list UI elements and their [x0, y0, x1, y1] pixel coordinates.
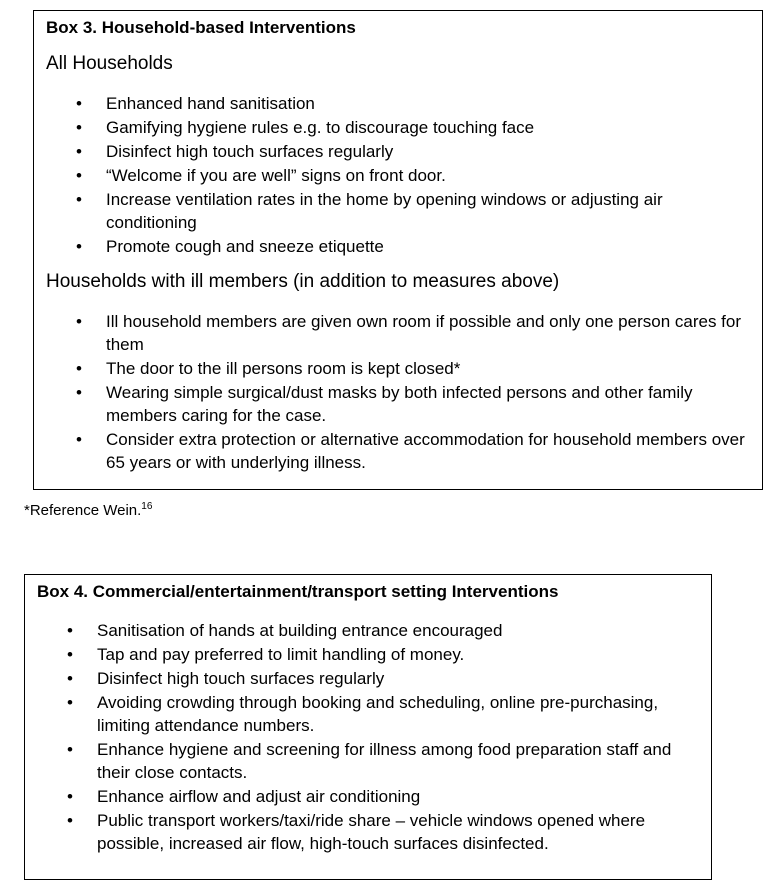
list-item-text: Ill household members are given own room if possible and only one person cares for them: [106, 312, 742, 354]
bullet-icon: •: [76, 142, 82, 161]
list-item-text: Promote cough and sneeze etiquette: [106, 237, 384, 256]
bullet-icon: •: [76, 190, 82, 209]
list-item: [37, 738, 697, 784]
list-item-text: “Welcome if you are well” signs on front door.: [106, 166, 446, 185]
bullet-icon: •: [67, 645, 73, 664]
list-item-text: The door to the ill persons room is kept closed*: [106, 359, 461, 378]
list-item-text: Avoiding crowding through booking and scheduling, online pre-purchasing, limiting attendance numbers.: [97, 693, 659, 735]
list-item: [37, 643, 697, 666]
list-item-text: Enhance hygiene and screening for illness among food preparation staff and their close contacts.: [97, 740, 672, 782]
bullet-icon: •: [67, 693, 73, 712]
list-item-text: Tap and pay preferred to limit handling of money.: [97, 645, 465, 664]
bullet-icon: •: [67, 740, 73, 759]
bullet-icon: •: [76, 312, 82, 331]
bullet-icon: •: [67, 787, 73, 806]
footnote-superscript: 16: [141, 501, 153, 512]
list-item: [46, 116, 746, 139]
list-item: [46, 357, 746, 380]
list-item: [46, 235, 746, 258]
all-households-list: [46, 92, 746, 259]
list-item: [37, 809, 697, 855]
box4-title: Box 4. Commercial/entertainment/transport setting Interventions: [37, 582, 559, 601]
bullet-icon: •: [76, 94, 82, 113]
ill-members-heading: Households with ill members (in addition to measures above): [46, 271, 560, 292]
list-item-text: Enhanced hand sanitisation: [106, 94, 315, 113]
bullet-icon: •: [76, 118, 82, 137]
list-item-text: Enhance airflow and adjust air conditioning: [97, 787, 421, 806]
all-households-heading: All Households: [46, 53, 173, 74]
list-item-text: Consider extra protection or alternative accommodation for household members over 65 years or with underlying illness.: [106, 430, 745, 472]
list-item-text: Public transport workers/taxi/ride share – vehicle windows opened where possible, increased air flow, high-touch surfaces disinfected.: [97, 811, 646, 853]
footnote-text: *Reference Wein.: [24, 502, 142, 519]
list-item: [46, 188, 746, 234]
list-item-text: Disinfect high touch surfaces regularly: [97, 669, 385, 688]
box3-title: Box 3. Household-based Interventions: [46, 18, 356, 37]
bullet-icon: •: [76, 166, 82, 185]
list-item: [46, 164, 746, 187]
list-item: [37, 667, 697, 690]
bullet-icon: •: [76, 359, 82, 378]
list-item: [37, 785, 697, 808]
bullet-icon: •: [67, 811, 73, 830]
list-item-text: Increase ventilation rates in the home by opening windows or adjusting air conditioning: [106, 190, 663, 232]
ill-members-list: [46, 310, 746, 475]
list-item: [46, 310, 746, 356]
list-item: [46, 428, 746, 474]
list-item: [46, 381, 746, 427]
list-item-text: Disinfect high touch surfaces regularly: [106, 142, 394, 161]
bullet-icon: •: [76, 237, 82, 256]
bullet-icon: •: [67, 669, 73, 688]
list-item: [37, 691, 697, 737]
list-item-text: Wearing simple surgical/dust masks by both infected persons and other family members caring for the case.: [106, 383, 693, 425]
bullet-icon: •: [67, 621, 73, 640]
list-item: [37, 619, 697, 642]
list-item-text: Gamifying hygiene rules e.g. to discourage touching face: [106, 118, 535, 137]
reference-footnote: [24, 502, 152, 520]
commercial-interventions-list: [37, 619, 697, 856]
bullet-icon: •: [76, 430, 82, 449]
bullet-icon: •: [76, 383, 82, 402]
list-item-text: Sanitisation of hands at building entrance encouraged: [97, 621, 503, 640]
box4-commercial-interventions: [24, 574, 712, 880]
list-item: [46, 140, 746, 163]
list-item: [46, 92, 746, 115]
box3-household-interventions: [33, 10, 763, 490]
